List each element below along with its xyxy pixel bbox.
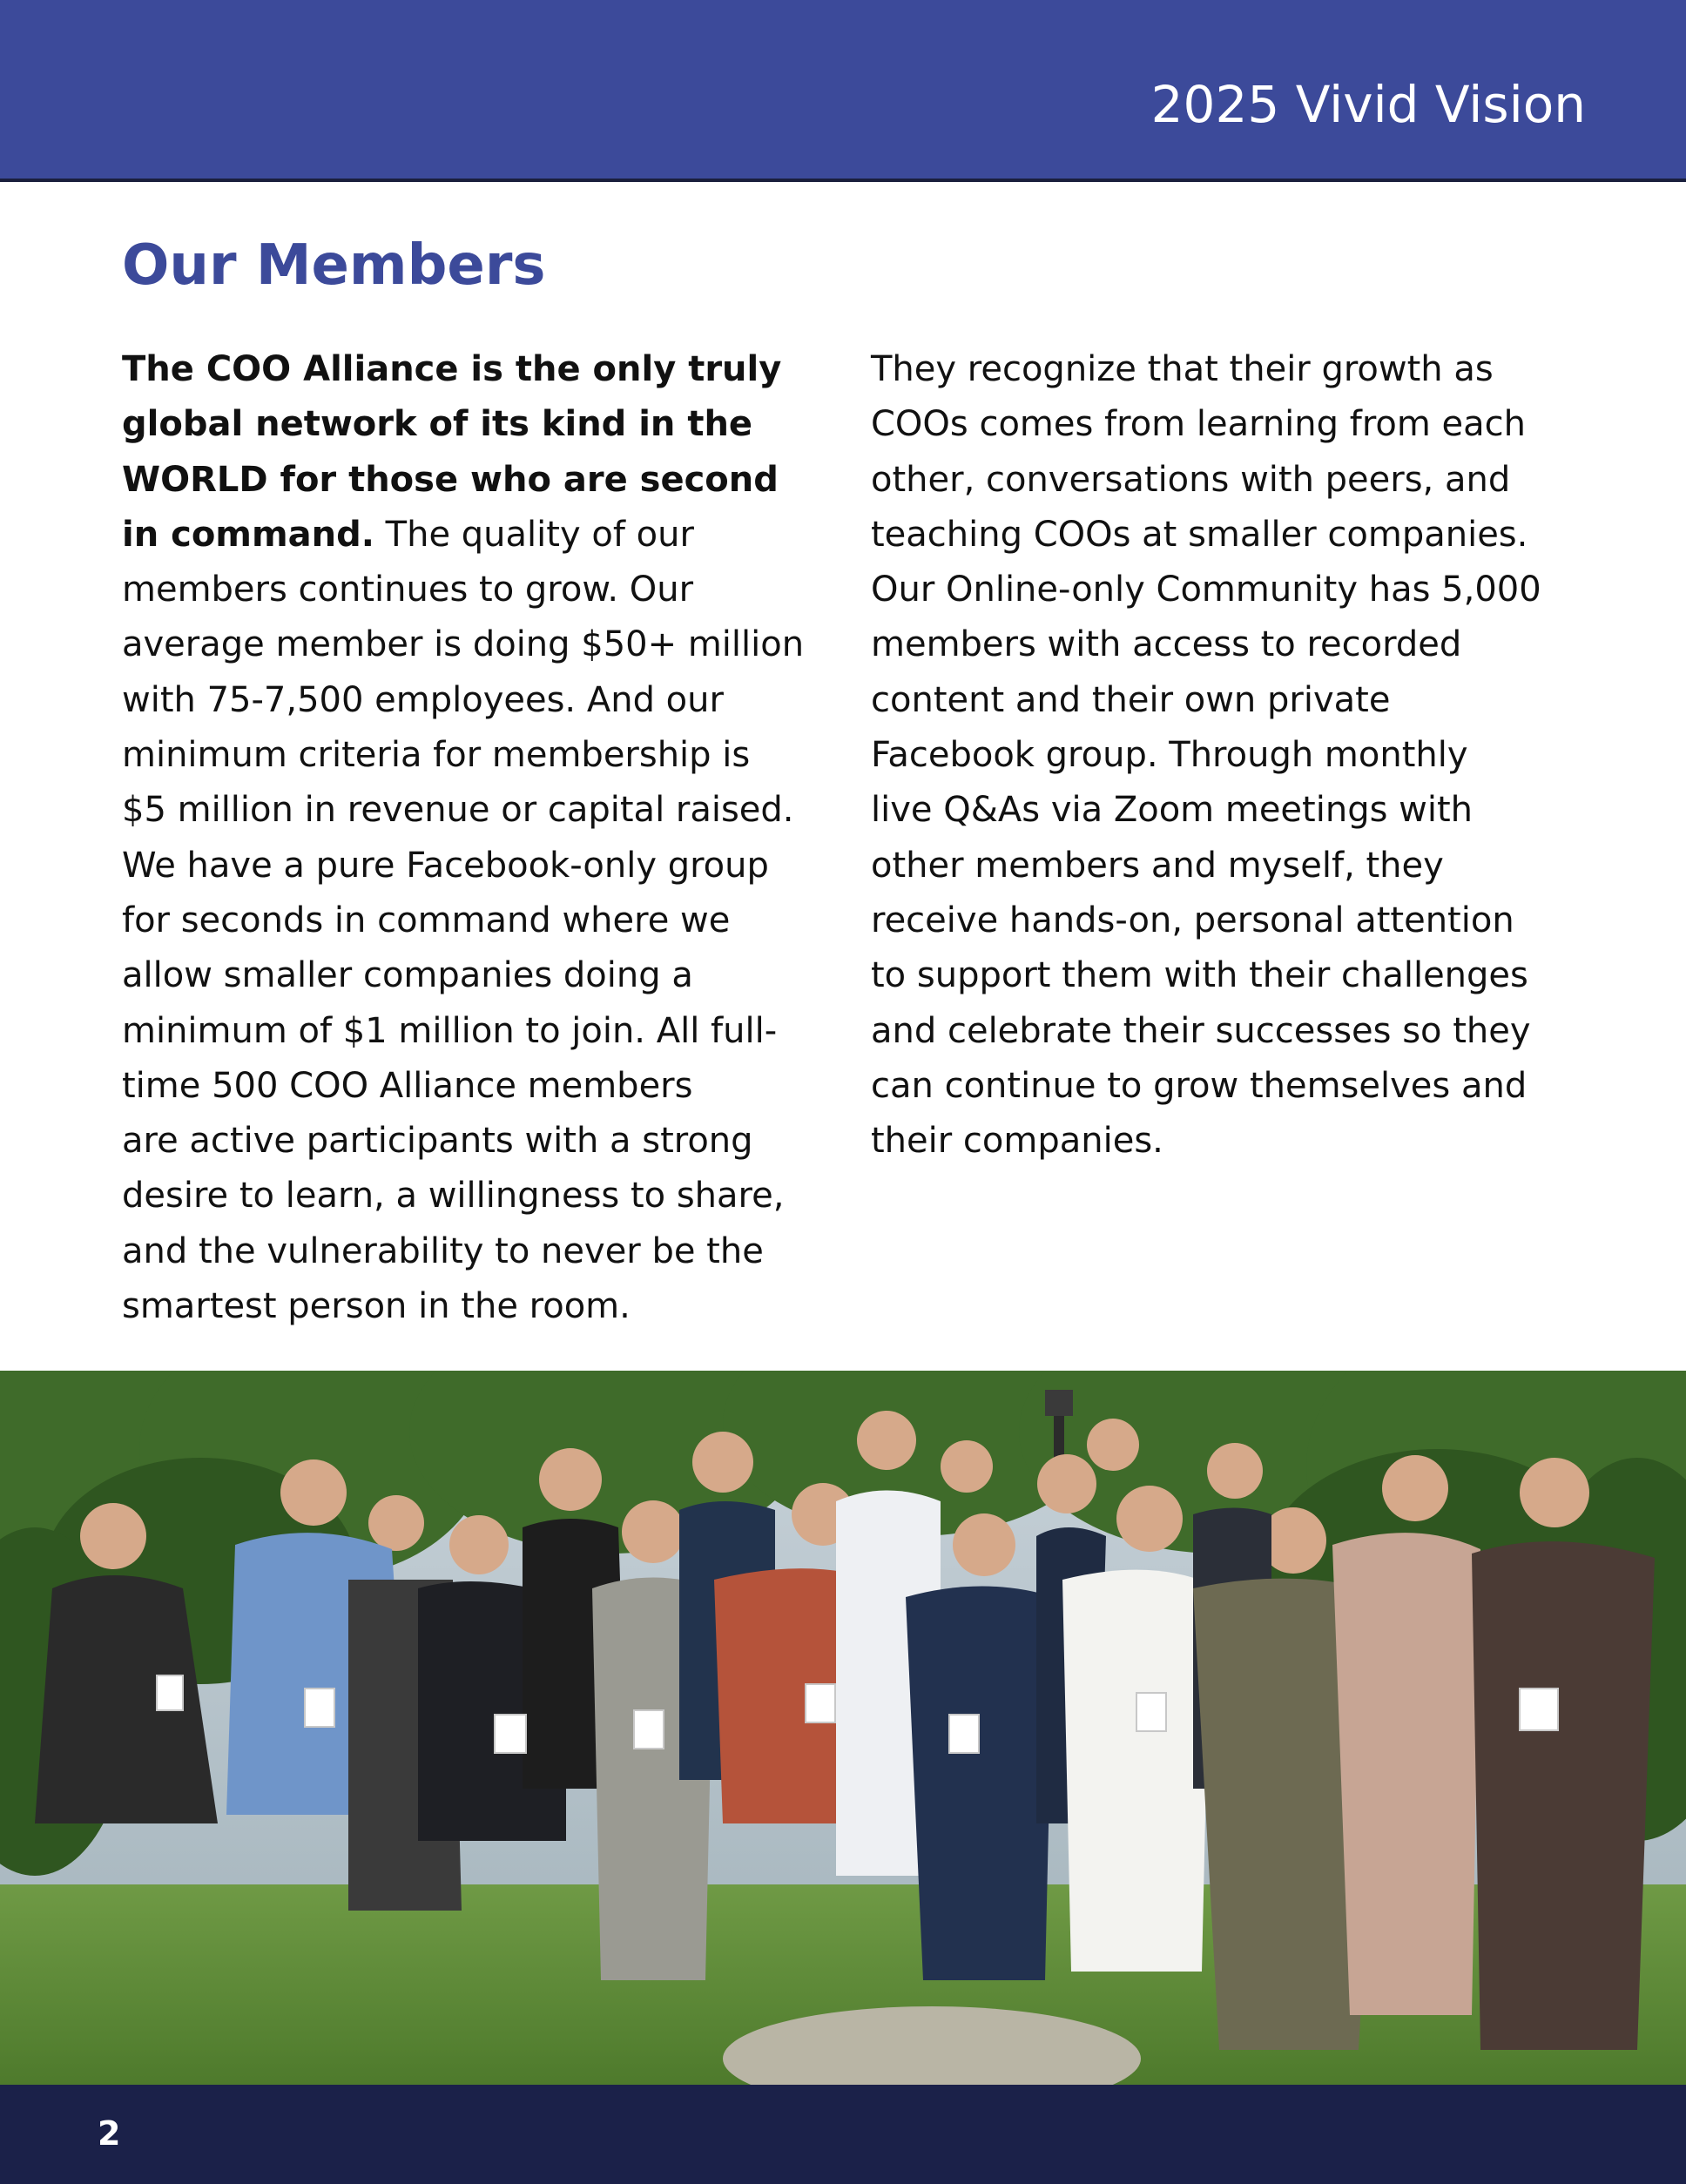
right-column-line: can continue to grow themselves and bbox=[871, 1065, 1528, 1106]
left-column-text bbox=[122, 342, 819, 1334]
text-run: minimum of $1 million to join. All full- bbox=[122, 1010, 778, 1051]
text-run: average member is doing $50+ million bbox=[122, 624, 805, 665]
text-run: desire to learn, a willingness to share, bbox=[122, 1176, 785, 1217]
text-run: allow smaller companies doing a bbox=[122, 955, 693, 996]
left-column-line bbox=[122, 948, 819, 1003]
bold-run: WORLD for those who are second bbox=[122, 459, 779, 500]
text-run: We have a pure Facebook-only group bbox=[122, 845, 769, 886]
right-column-text bbox=[871, 342, 1594, 1169]
right-column-line: content and their own private bbox=[871, 679, 1391, 720]
text-run: time 500 COO Alliance members bbox=[122, 1065, 693, 1106]
left-column-line bbox=[122, 1114, 819, 1169]
page-number: 2 bbox=[98, 2114, 121, 2153]
bold-run: in command. bbox=[122, 514, 374, 555]
left-column-line bbox=[122, 508, 819, 563]
left-column-line bbox=[122, 617, 819, 672]
header-band bbox=[0, 0, 1686, 182]
text-run: members continues to grow. Our bbox=[122, 570, 694, 610]
document-title: 2025 Vivid Vision bbox=[1150, 75, 1586, 134]
left-column-line bbox=[122, 1279, 819, 1334]
left-column-line bbox=[122, 1224, 819, 1279]
left-column-line bbox=[122, 839, 819, 893]
right-column-line: Our Online-only Community has 5,000 bbox=[871, 570, 1541, 610]
right-column-line: and celebrate their successes so they bbox=[871, 1010, 1531, 1051]
right-column-line: They recognize that their growth as bbox=[871, 349, 1494, 389]
bold-run: global network of its kind in the bbox=[122, 404, 753, 445]
left-column-line bbox=[122, 728, 819, 783]
text-run: for seconds in command where we bbox=[122, 900, 731, 940]
right-column-line: members with access to recorded bbox=[871, 624, 1462, 665]
right-column-line: to support them with their challenges bbox=[871, 955, 1528, 996]
left-column-line bbox=[122, 1004, 819, 1059]
left-column-line bbox=[122, 1169, 819, 1223]
right-column-line: Facebook group. Through monthly bbox=[871, 735, 1468, 776]
right-column-line: teaching COOs at smaller companies. bbox=[871, 514, 1528, 555]
right-column-line: COOs comes from learning from each bbox=[871, 404, 1527, 445]
left-column-line bbox=[122, 673, 819, 728]
bold-run: The COO Alliance is the only truly bbox=[122, 349, 782, 389]
right-column-line: receive hands-on, personal attention bbox=[871, 900, 1514, 940]
left-column-line bbox=[122, 342, 819, 397]
left-column-line bbox=[122, 563, 819, 617]
text-run: are active participants with a strong bbox=[122, 1121, 753, 1162]
text-run: The quality of our bbox=[374, 514, 694, 555]
right-column-line: their companies. bbox=[871, 1121, 1163, 1162]
left-column-line bbox=[122, 893, 819, 948]
left-column-line bbox=[122, 453, 819, 508]
left-column-line bbox=[122, 783, 819, 838]
right-column-line: live Q&As via Zoom meetings with bbox=[871, 790, 1473, 831]
group-photo bbox=[0, 1371, 1686, 2085]
text-run: $5 million in revenue or capital raised. bbox=[122, 790, 794, 831]
text-run: minimum criteria for membership is bbox=[122, 735, 751, 776]
left-column-line bbox=[122, 1059, 819, 1114]
right-column-line: other, conversations with peers, and bbox=[871, 459, 1511, 500]
section-title: Our Members bbox=[122, 233, 546, 298]
footer-band bbox=[0, 2085, 1686, 2184]
text-run: smartest person in the room. bbox=[122, 1286, 631, 1327]
text-run: with 75-7,500 employees. And our bbox=[122, 679, 724, 720]
left-column-line bbox=[122, 397, 819, 452]
right-column-line: other members and myself, they bbox=[871, 845, 1444, 886]
text-run: and the vulnerability to never be the bbox=[122, 1230, 764, 1271]
